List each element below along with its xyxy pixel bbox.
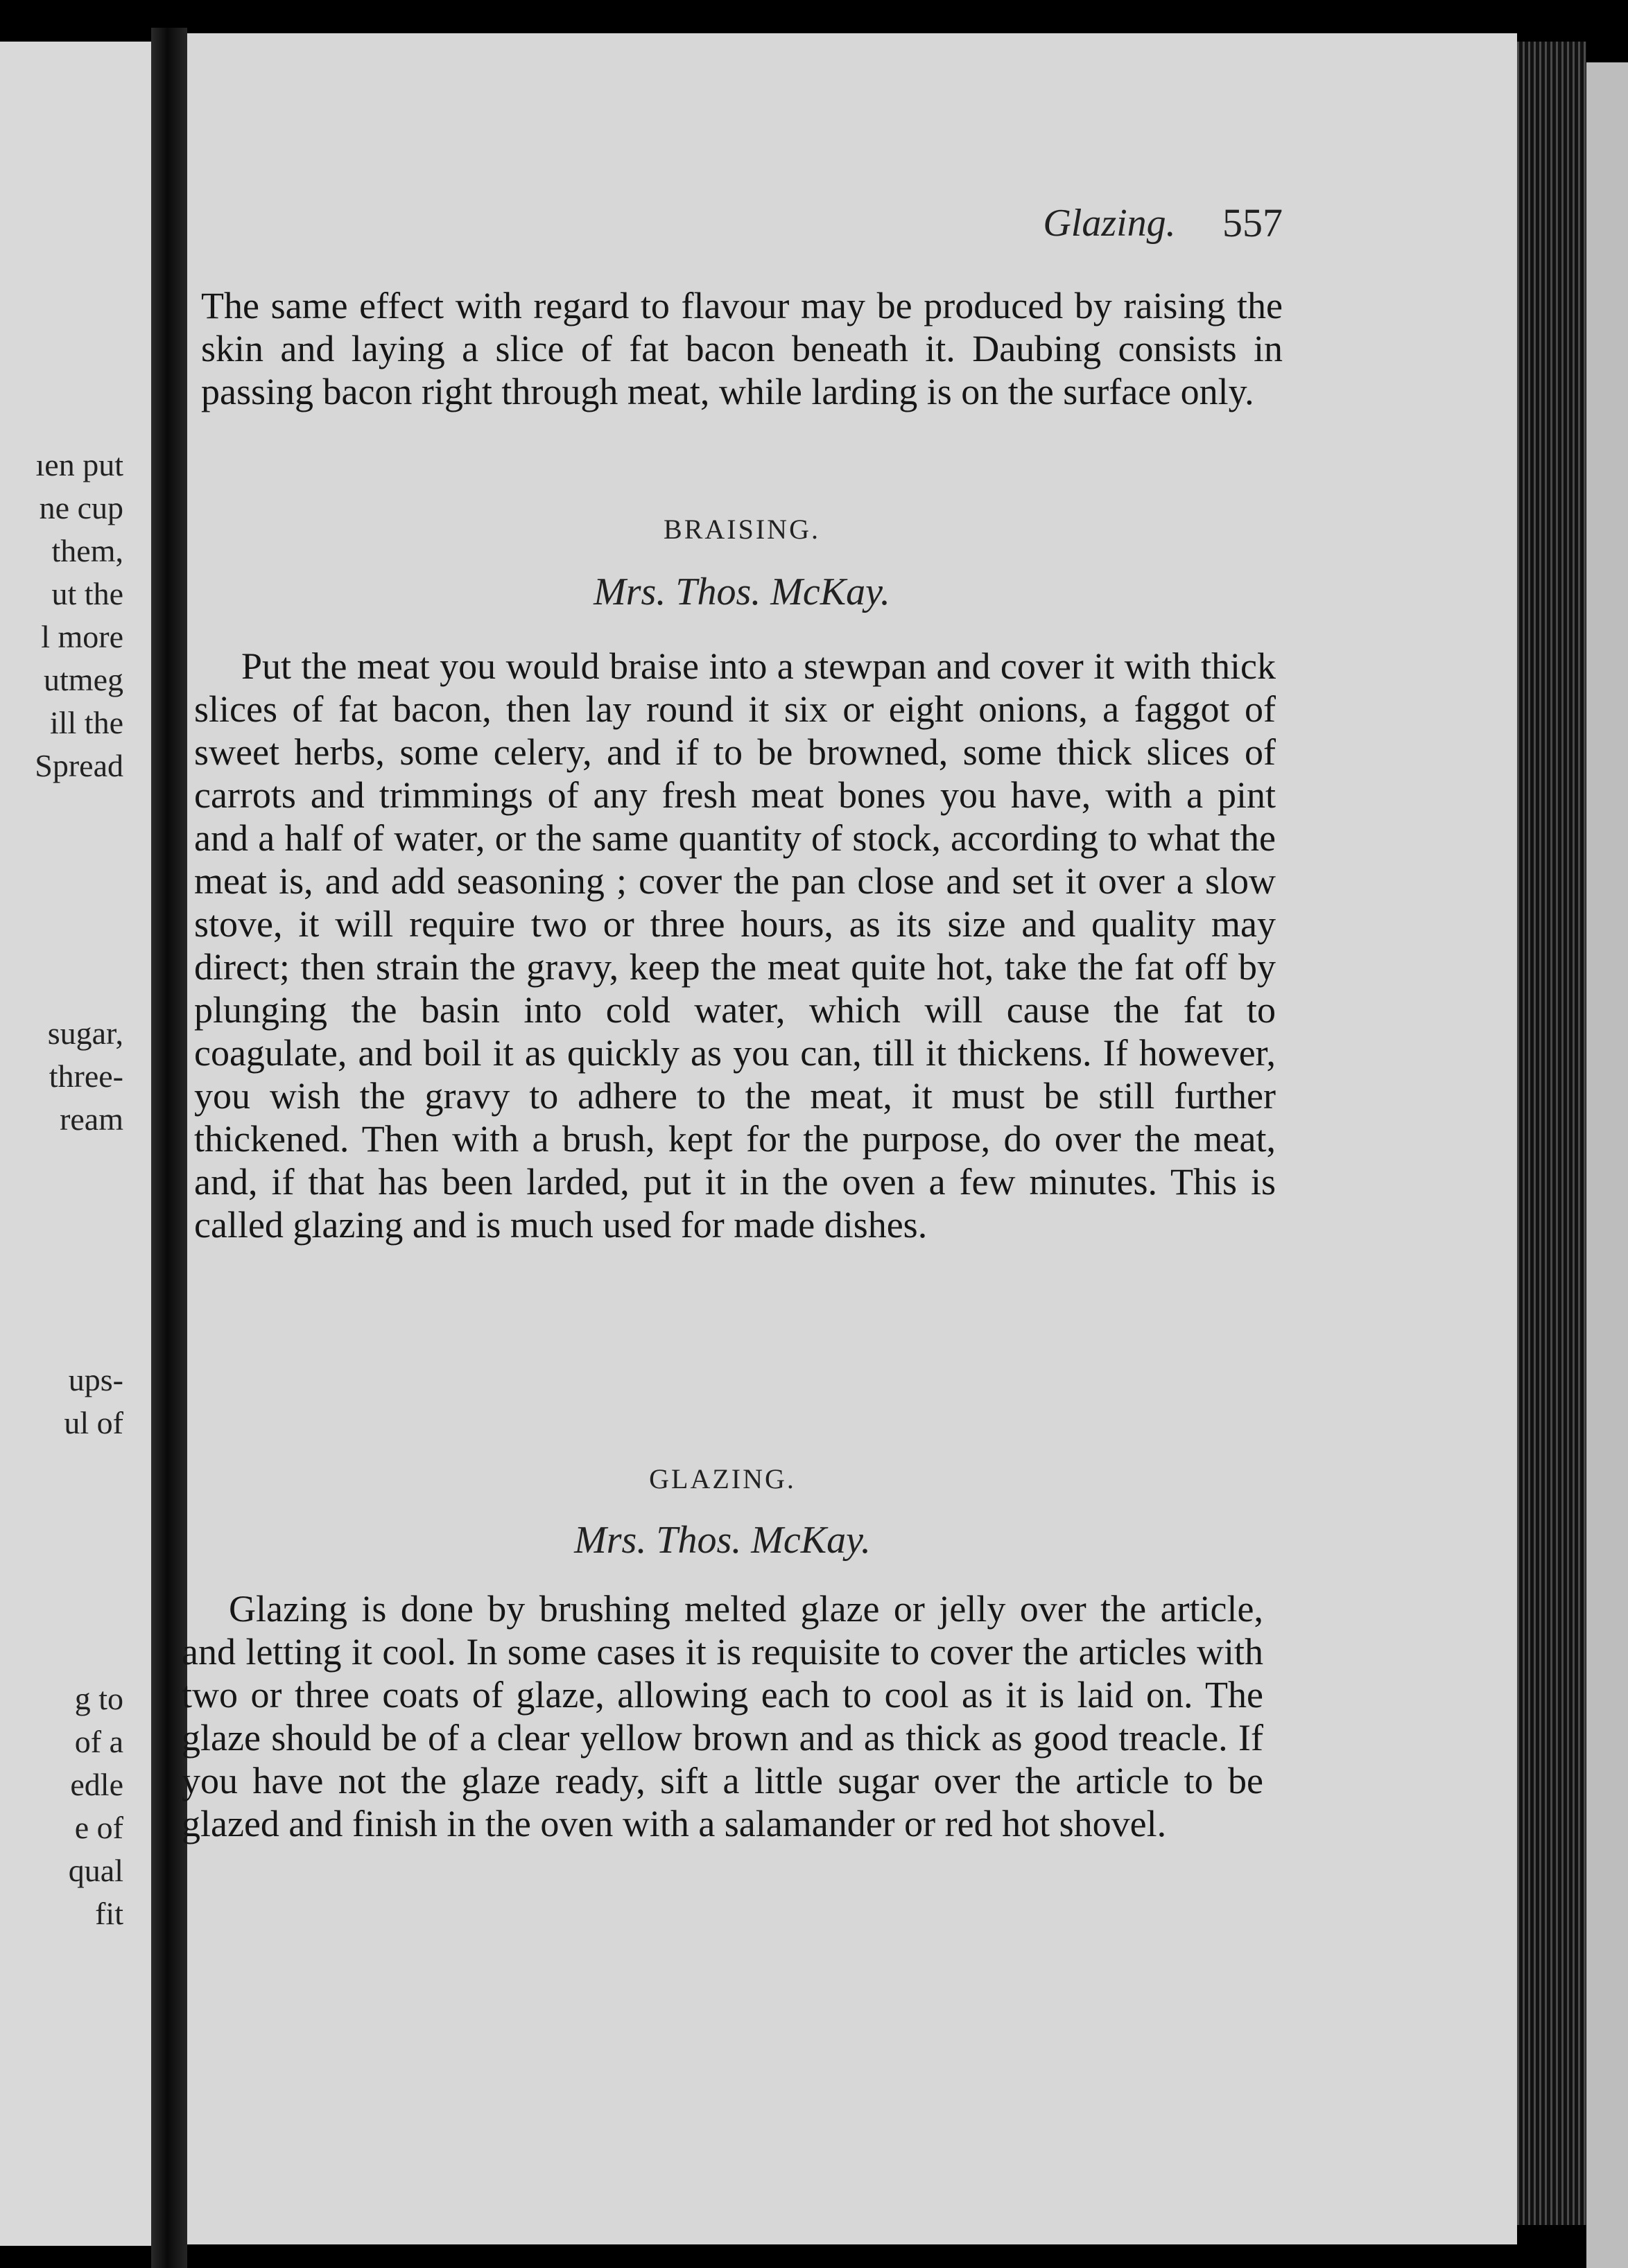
facing-page-text-top: ıen put ne cup them, ut the l more utmeg ill the Spread (35, 447, 123, 783)
section-heading-braising: BRAISING. (664, 514, 820, 545)
byline-glazing: Mrs. Thos. McKay. (574, 1519, 871, 1562)
byline-braising: Mrs. Thos. McKay. (594, 570, 890, 613)
page-number: 557 (1222, 200, 1283, 245)
page-edges (1517, 42, 1586, 2225)
braising-paragraph: Put the meat you would braise into a stewpan and cover it with thick slices of fat bacon, then lay round it six or eight onions, a faggot of sweet herbs, some celery, and if to be browned, some thick slices of carrots and trimmings of any fresh meat bones you have, with a pint and a half of water, or the same quantity of stock, according to what the meat is, and add seasoning ; cover the pan close and set it over a slow stove, it will require two or three hours, as its size and quality may direct; then strain the gravy, keep the meat quite hot, take the fat off by plunging the basin into cold water, which will cause the fat to coagulate, and boil it as quickly as you can, till it thickens. If however, you wish the gravy to adhere to the meat, it must be still further thickened. Then with a brush, kept for the purpose, do over the meat, and, if that has been larded, put it in the oven a few minutes. This is called glazing and is much used for made dishes. (194, 645, 1276, 1246)
glazing-paragraph: Glazing is done by brushing melted glaze or jelly over the article, and letting it cool. In some cases it is requisite to cover the articles with two or three coats of glaze, allowing each to cool as it is laid on. The glaze should be of a clear yellow brown and as thick as good treacle. If you have not the glaze ready, sift a little sugar over the article to be glazed and finish in the oven with a salamander or red hot shovel. (182, 1588, 1263, 1844)
facing-page (0, 42, 151, 2246)
section-heading-glazing: GLAZING. (649, 1463, 796, 1494)
facing-page-text-bottom: g to of a edle e of qual fit (68, 1681, 123, 1931)
book-gutter (151, 28, 187, 2268)
back-cover (1586, 62, 1628, 2268)
facing-page-text-low: ups- ul of (64, 1362, 123, 1440)
running-head: Glazing. (1043, 202, 1176, 245)
intro-paragraph: The same effect with regard to flavour may be produced by raising the skin and laying a slice of fat bacon beneath it. Daubing consists in passing bacon right through meat, while larding is on the surface only. (201, 285, 1283, 412)
facing-page-text-mid: sugar, three- ream (47, 1015, 123, 1137)
